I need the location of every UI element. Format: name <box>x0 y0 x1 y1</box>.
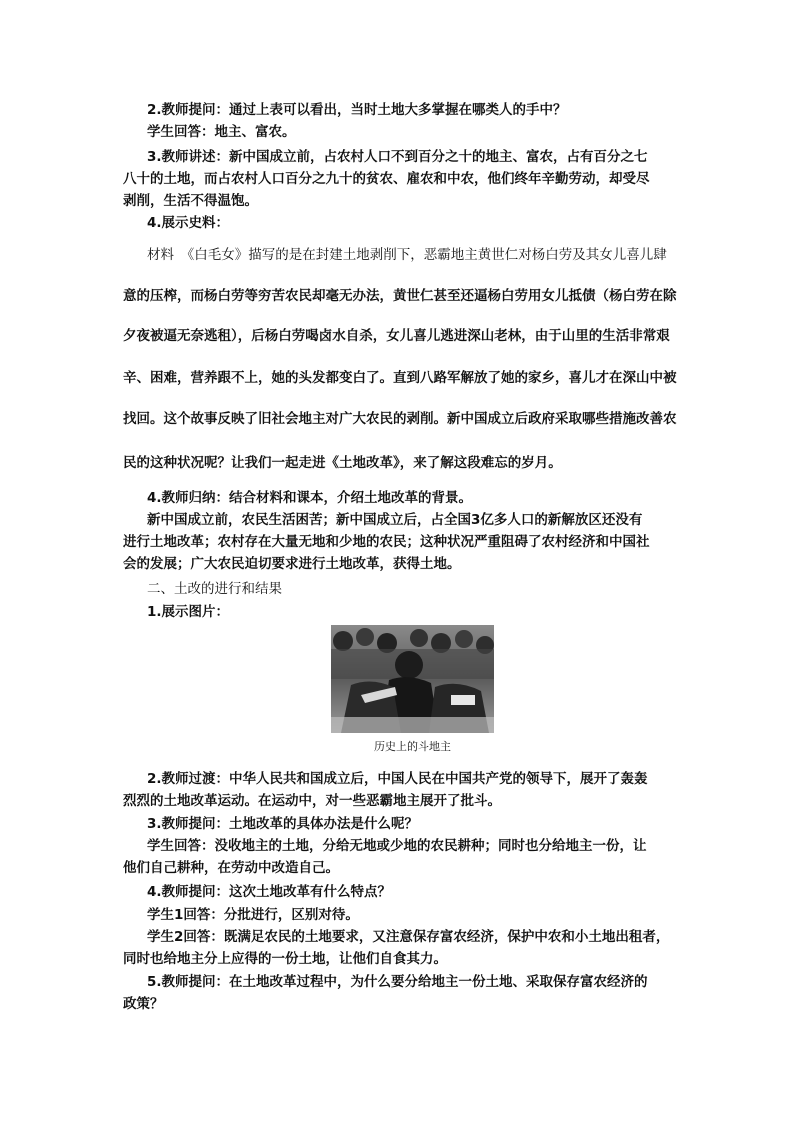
text-line: 进行土地改革；农村存在大量无地和少地的农民；这种状况严重阻碍了农村经济和中国社 <box>123 534 650 550</box>
text-line: 学生回答：没收地主的土地，分给无地或少地的农民耕种；同时也分给地主一份，让 <box>147 838 647 854</box>
text-line: 4.教师提问：这次土地改革有什么特点？ <box>147 884 392 900</box>
text-line: 3.教师讲述：新中国成立前，占农村人口不到百分之十的地主、富农，占有百分之七 <box>147 149 648 165</box>
text-line: 1.展示图片： <box>147 604 230 620</box>
text-line: 3.教师提问：土地改革的具体办法是什么呢？ <box>147 816 419 832</box>
material-line: 民的这种状况呢？让我们一起走进《土地改革》，来了解这段难忘的岁月。 <box>123 455 562 471</box>
material-line: 夕夜被逼无奈逃租），后杨白劳喝卤水自杀，女儿喜儿逃进深山老林，由于山里的生活非常艰 <box>123 328 670 344</box>
text-line: 政策？ <box>123 996 164 1012</box>
photo-image <box>331 625 494 733</box>
text-line: 学生2回答：既满足农民的土地要求，又注意保存富农经济，保护中农和小土地出租者， <box>147 929 670 945</box>
text-line: 2.教师提问：通过上表可以看出，当时土地大多掌握在哪类人的手中？ <box>147 102 567 118</box>
text-line: 4.教师归纳：结合材料和课本，介绍土地改革的背景。 <box>147 490 473 506</box>
photo-caption: 历史上的斗地主 <box>374 740 451 753</box>
historical-photo <box>331 625 494 733</box>
material-line: 找回。这个故事反映了旧社会地主对广大农民的剥削。新中国成立后政府采取哪些措施改善农 <box>123 411 677 427</box>
text-line: 5.教师提问：在土地改革过程中，为什么要分给地主一份土地、采取保存富农经济的 <box>147 974 648 990</box>
section-heading: 二、土改的进行和结果 <box>147 581 282 597</box>
text-line: 学生回答：地主、富农。 <box>147 124 296 140</box>
text-line: 4.展示史料： <box>147 215 230 231</box>
text-line: 会的发展；广大农民迫切要求进行土地改革，获得土地。 <box>123 556 461 572</box>
text-line: 剥削，生活不得温饱。 <box>123 193 258 209</box>
text-line: 他们自己耕种，在劳动中改造自己。 <box>123 860 339 876</box>
text-line: 烈烈的土地改革运动。在运动中，对一些恶霸地主展开了批斗。 <box>123 793 501 809</box>
text-line: 2.教师过渡：中华人民共和国成立后，中国人民在中国共产党的领导下，展开了轰轰 <box>147 771 648 787</box>
text-line: 新中国成立前，农民生活困苦；新中国成立后，占全国3亿多人口的新解放区还没有 <box>147 512 643 528</box>
text-line: 学生1回答：分批进行，区别对待。 <box>147 907 359 923</box>
material-line: 意的压榨，而杨白劳等穷苦农民却毫无办法，黄世仁甚至还逼杨白劳用女儿抵债（杨白劳在除 <box>123 288 677 304</box>
material-line: 材料 《白毛女》描写的是在封建土地剥削下，恶霸地主黄世仁对杨白劳及其女儿喜儿肆 <box>147 247 667 263</box>
material-line: 辛、困难，营养跟不上，她的头发都变白了。直到八路军解放了她的家乡，喜儿才在深山中被 <box>123 370 677 386</box>
text-line: 八十的土地，而占农村人口百分之九十的贫农、雇农和中农，他们终年辛勤劳动，却受尽 <box>123 171 650 187</box>
text-line: 同时也给地主分上应得的一份土地，让他们自食其力。 <box>123 951 447 967</box>
